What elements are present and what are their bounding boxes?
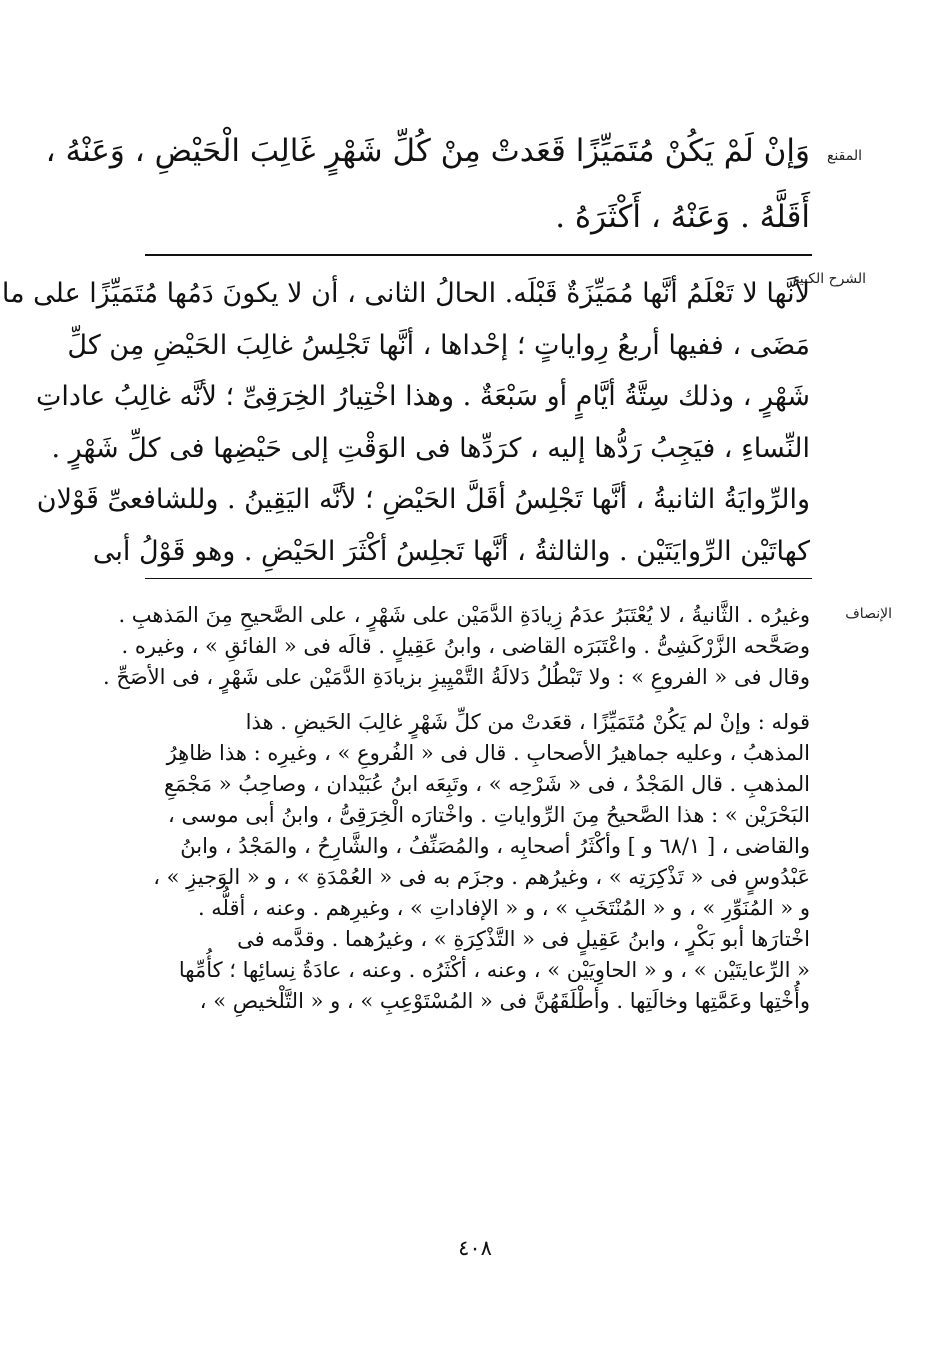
sharh-line: والرِّوايَةُ الثانيةُ ، أنَّها تَجْلِسُ أقَلَّ الحَيْضِ ؛ لأنَّه اليَقِينُ . وللشافعىِّ قَوْلان xyxy=(36,484,810,515)
insaf-line: وأُخْتِها وعَمَّتِها وخالَتِها . وأطْلَقَهُنَّ فى « المُسْتَوْعِبِ » ، و « التَّلْخيصِ » ، xyxy=(199,989,810,1013)
sharh-line: لأنَّها لا تَعْلَمُ أنَّها مُمَيِّزَةٌ قَبْلَه. الحالُ الثانى ، أن لا يكونَ دَمُها مُتَمَيِّزًا على ما xyxy=(1,278,810,309)
insaf-line: و « المُنَوِّرِ » ، و « المُنْتَخَبِ » ، و « الإفاداتِ » ، وغيرِهم . وعنه ، أقلُّه . xyxy=(197,896,810,920)
insaf-line: قوله : وإنْ لم يَكُنْ مُتَمَيِّزًا ، قعَدتْ من كلِّ شَهْرٍ غالِبَ الحَيضِ . هذا xyxy=(245,710,810,734)
muqni-line: وَإنْ لَمْ يَكُنْ مُتَمَيِّزًا قَعَدتْ مِنْ كُلِّ شَهْرٍ غَالِبَ الْحَيْضِ ، وَعَنْهُ ، xyxy=(45,133,810,169)
insaf-text xyxy=(102,600,810,1017)
muqni-label: المقنع xyxy=(826,148,862,164)
sharh-line: شَهْرٍ ، وذلك سِتَّةُ أيَّامٍ أو سَبْعَةٌ . وهذا اخْتِيارُ الخِرَقِىِّ ؛ لأنَّه غالِبُ عاداتِ xyxy=(36,381,810,412)
insaf-line: وغيرُه . الثَّانيةُ ، لا يُعْتَبَرُ عدَمُ زِيادَةِ الدَّمَيْن على شَهْرٍ ، على الصَّحيحِ مِنَ المَذهبِ . xyxy=(118,603,810,627)
insaf-line: عَبْدُوسٍ فى « تَذْكِرَتِه » ، وغيرُهم . وجزَم به فى « العُمْدَةِ » ، و « الوَجيزِ » ، xyxy=(153,865,810,889)
muqni-text xyxy=(45,118,810,250)
insaf-paragraph xyxy=(102,600,810,693)
insaf-line: المذهبُ ، وعليه جماهيرُ الأصحابِ . قال فى « الفُروعِ » ، وغيرِه : هذا ظاهِرُ xyxy=(166,741,810,765)
insaf-line: وقال فى « الفروعِ » : ولا تَبْطُلُ دَلالَةُ التَّمْيِيزِ بزيادَةِ الدَّمَيْن على شَهْرٍ ، فى الأصَحِّ . xyxy=(102,665,810,689)
muqni-line: أَقَلَّهُ . وَعَنْهُ ، أَكْثَرَهُ . xyxy=(555,199,810,235)
insaf-line: البَحْرَيْن » : هذا الصَّحيحُ مِنَ الرِّواياتِ . واخْتارَه الْخِرَقِىُّ ، وابنُ أبى موسى ، xyxy=(168,803,810,827)
insaf-line: « الرِّعايتَيْن » ، و « الحاوِيَيْن » ، وعنه ، أكْثَرُه . وعنه ، عادَةُ نِسائِها ؛ كأُمِّها xyxy=(178,958,810,982)
section-divider xyxy=(145,578,812,579)
section-divider xyxy=(145,254,812,256)
sharh-label: الشرح الكبير xyxy=(792,271,866,287)
sharh-line: النِّساءِ ، فيَجِبُ رَدُّها إليه ، كرَدِّها فى الوَقْتِ إلى حَيْضِها فى كلِّ شَهْرٍ . xyxy=(51,432,810,464)
insaf-line: اخْتارَها أبو بَكْرٍ ، وابنُ عَقِيلٍ فى « التَّذْكِرَةِ » ، وغيرُهما . وقدَّمه فى xyxy=(237,927,810,951)
sharh-line: مَضَى ، ففيها أربعُ رِواياتٍ ؛ إحْداها ، أنَّها تَجْلِسُ غالِبَ الحَيْضِ مِن كلِّ xyxy=(67,329,810,361)
insaf-line: والقاضى ، [ ٦٨/١ و ] وأكْثَرُ أصحابِه ، والمُصَنِّفُ ، والشَّارِحُ ، والمَجْدُ ، وابنُ xyxy=(180,834,810,858)
sharh-line: كهاتَيْن الرِّوايَتَيْن . والثالثةُ ، أنَّها تَجلِسُ أكْثَرَ الحَيْضِ . وهو قَوْلُ أبى xyxy=(92,535,810,567)
page-number: ٤٠٨ xyxy=(458,1236,492,1260)
insaf-label: الإنصاف xyxy=(845,606,892,622)
insaf-paragraph xyxy=(110,707,810,1017)
insaf-line: وصَحَّحه الزَّرْكَشِىُّ . واعْتَبَرَه القاضى ، وابنُ عَقِيلٍ . قالَه فى « الفائقِ » ، وغيره . xyxy=(121,634,810,658)
insaf-line: المذهبِ . قال المَجْدُ ، فى « شَرْحِه » ، وتَبِعَه ابنُ عُبَيْدان ، وصاحِبُ « مَجْمَعِ xyxy=(163,772,810,796)
sharh-text xyxy=(1,268,810,577)
